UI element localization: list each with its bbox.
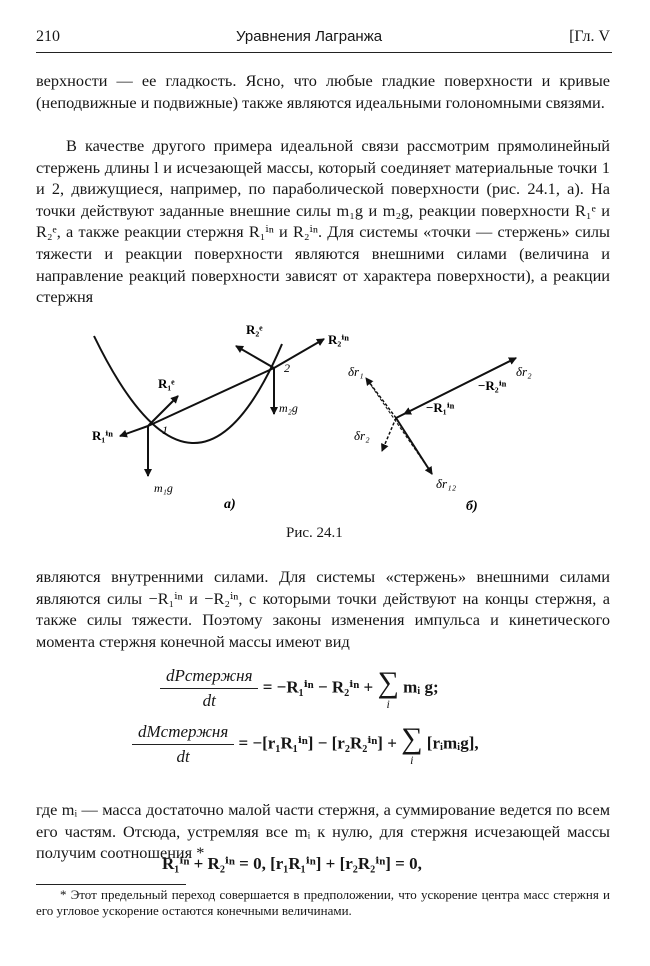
arrow-r2in — [274, 339, 324, 368]
eq2-numerator: dMстержня — [132, 722, 234, 745]
paragraph-4: где mᵢ — масса достаточно малой части стержня, а суммирование ведется по всем его частям. Отсюда, устремляя все mᵢ к нулю, для стержня исчезающей массы получим соотношения * — [36, 800, 610, 863]
label-m1g: m₁g — [154, 481, 173, 495]
label-r2e: R₂ᵉ — [246, 322, 263, 337]
panel-b-label: б) — [466, 499, 478, 514]
label-r1e: R₁ᵉ — [158, 376, 175, 391]
paragraph-3: являются внутренними силами. Для системы «стержень» внешними силами являются силы −R₁ⁱⁿ и −R₂ⁱⁿ, с которыми точки действуют на концы стержня, а также силы тяжести. Поэтому законы изменения импульса и кинетического момента стержня конечной массы имеют вид — [36, 567, 610, 651]
label-point-1: 1 — [162, 423, 168, 437]
label-neg-r1in: −R₁ⁱⁿ — [426, 400, 455, 415]
eq2-denominator: dt — [176, 747, 190, 766]
panel-a-label: a) — [224, 497, 236, 512]
footnote: * Этот предельный переход совершается в предположении, что ускорение центра масс стержня и его угловое ускорение остаются конечными величинами. — [36, 887, 610, 918]
eq1-sum-index: i — [386, 696, 390, 711]
label-dr12: δr₁₂ — [436, 476, 457, 491]
label-r2in: R₂ⁱⁿ — [328, 332, 349, 347]
eq2-rhs: = −[r₁R₁ⁱⁿ] − [r₂R₂ⁱⁿ] + — [238, 733, 397, 753]
eq2-tail: [rᵢmᵢg], — [426, 733, 479, 753]
label-point-2: 2 — [284, 361, 290, 375]
parabola-curve — [94, 336, 282, 443]
label-dr2: δr₂ — [354, 428, 370, 443]
figure-24-1 — [86, 316, 546, 526]
header-rule — [36, 52, 612, 53]
label-dr2-top: δr₂ — [516, 364, 532, 379]
equation-momentum: $\frac{\text{dPстержня}}{dt}$ = −R₁ⁱⁿ − R₂ⁱⁿ + ∑ i mᵢ g; — [160, 666, 439, 711]
label-r1in: R₁ⁱⁿ — [92, 428, 113, 443]
chapter-label: [Гл. V — [569, 28, 610, 45]
label-neg-r2in: −R₂ⁱⁿ — [478, 378, 507, 393]
eq1-tail: mᵢ g; — [403, 677, 439, 697]
equation-limit: R₁ⁱⁿ + R₂ⁱⁿ = 0, [r₁R₁ⁱⁿ] + [r₂R₂ⁱⁿ] = 0, — [162, 854, 422, 873]
arrow-r1e — [148, 396, 178, 426]
dashed-triangle-side — [366, 378, 432, 474]
label-m2g: m₂g — [279, 401, 298, 415]
equation-angular-momentum: $\frac{\text{dMстержня}}{dt}$ = −[r₁R₁ⁱⁿ] − [r₂R₂ⁱⁿ] + ∑ i [rᵢmᵢg], — [132, 722, 479, 767]
running-header — [36, 28, 610, 52]
eq1-numerator: dPстержня — [160, 666, 258, 689]
footnote-rule — [36, 884, 186, 885]
arrow-r2e — [236, 346, 274, 368]
label-dr1: δr₁ — [348, 364, 364, 379]
page-number: 210 — [36, 28, 60, 45]
paragraph-2: В качестве другого примера идеальной связи рассмотрим прямолинейный стержень длины l и исчезающей массы, который соединяет материальные точки 1 и 2, движущиеся, например, по параболической поверхности (рис. 24.1, a). На точки действуют заданные внешние силы m₁g и m₂g, реакции поверхности R₁ᵉ и R₂ᵉ, а также реакции стержня R₁ⁱⁿ и R₂ⁱⁿ. Для системы «точки — стержень» силы тяжести и реакции поверхности являются внешними силами (величина и направление реакций поверхности зависят от характера поверхности), а реакции стержня — [36, 136, 610, 307]
arrow-dr2 — [382, 418, 396, 451]
eq1-rhs: = −R₁ⁱⁿ − R₂ⁱⁿ + — [262, 677, 374, 697]
eq1-denominator: dt — [202, 691, 216, 710]
figure-caption: Рис. 24.1 — [286, 525, 343, 541]
arrow-r1in — [120, 426, 148, 436]
eq2-sum-index: i — [410, 752, 414, 767]
paragraph-1: верхности — ее гладкость. Ясно, что любые гладкие поверхности и кривые (неподвижные и подвижные) также являются идеальными голономными связями. — [36, 71, 610, 112]
running-title: Уравнения Лагранжа — [236, 28, 383, 45]
